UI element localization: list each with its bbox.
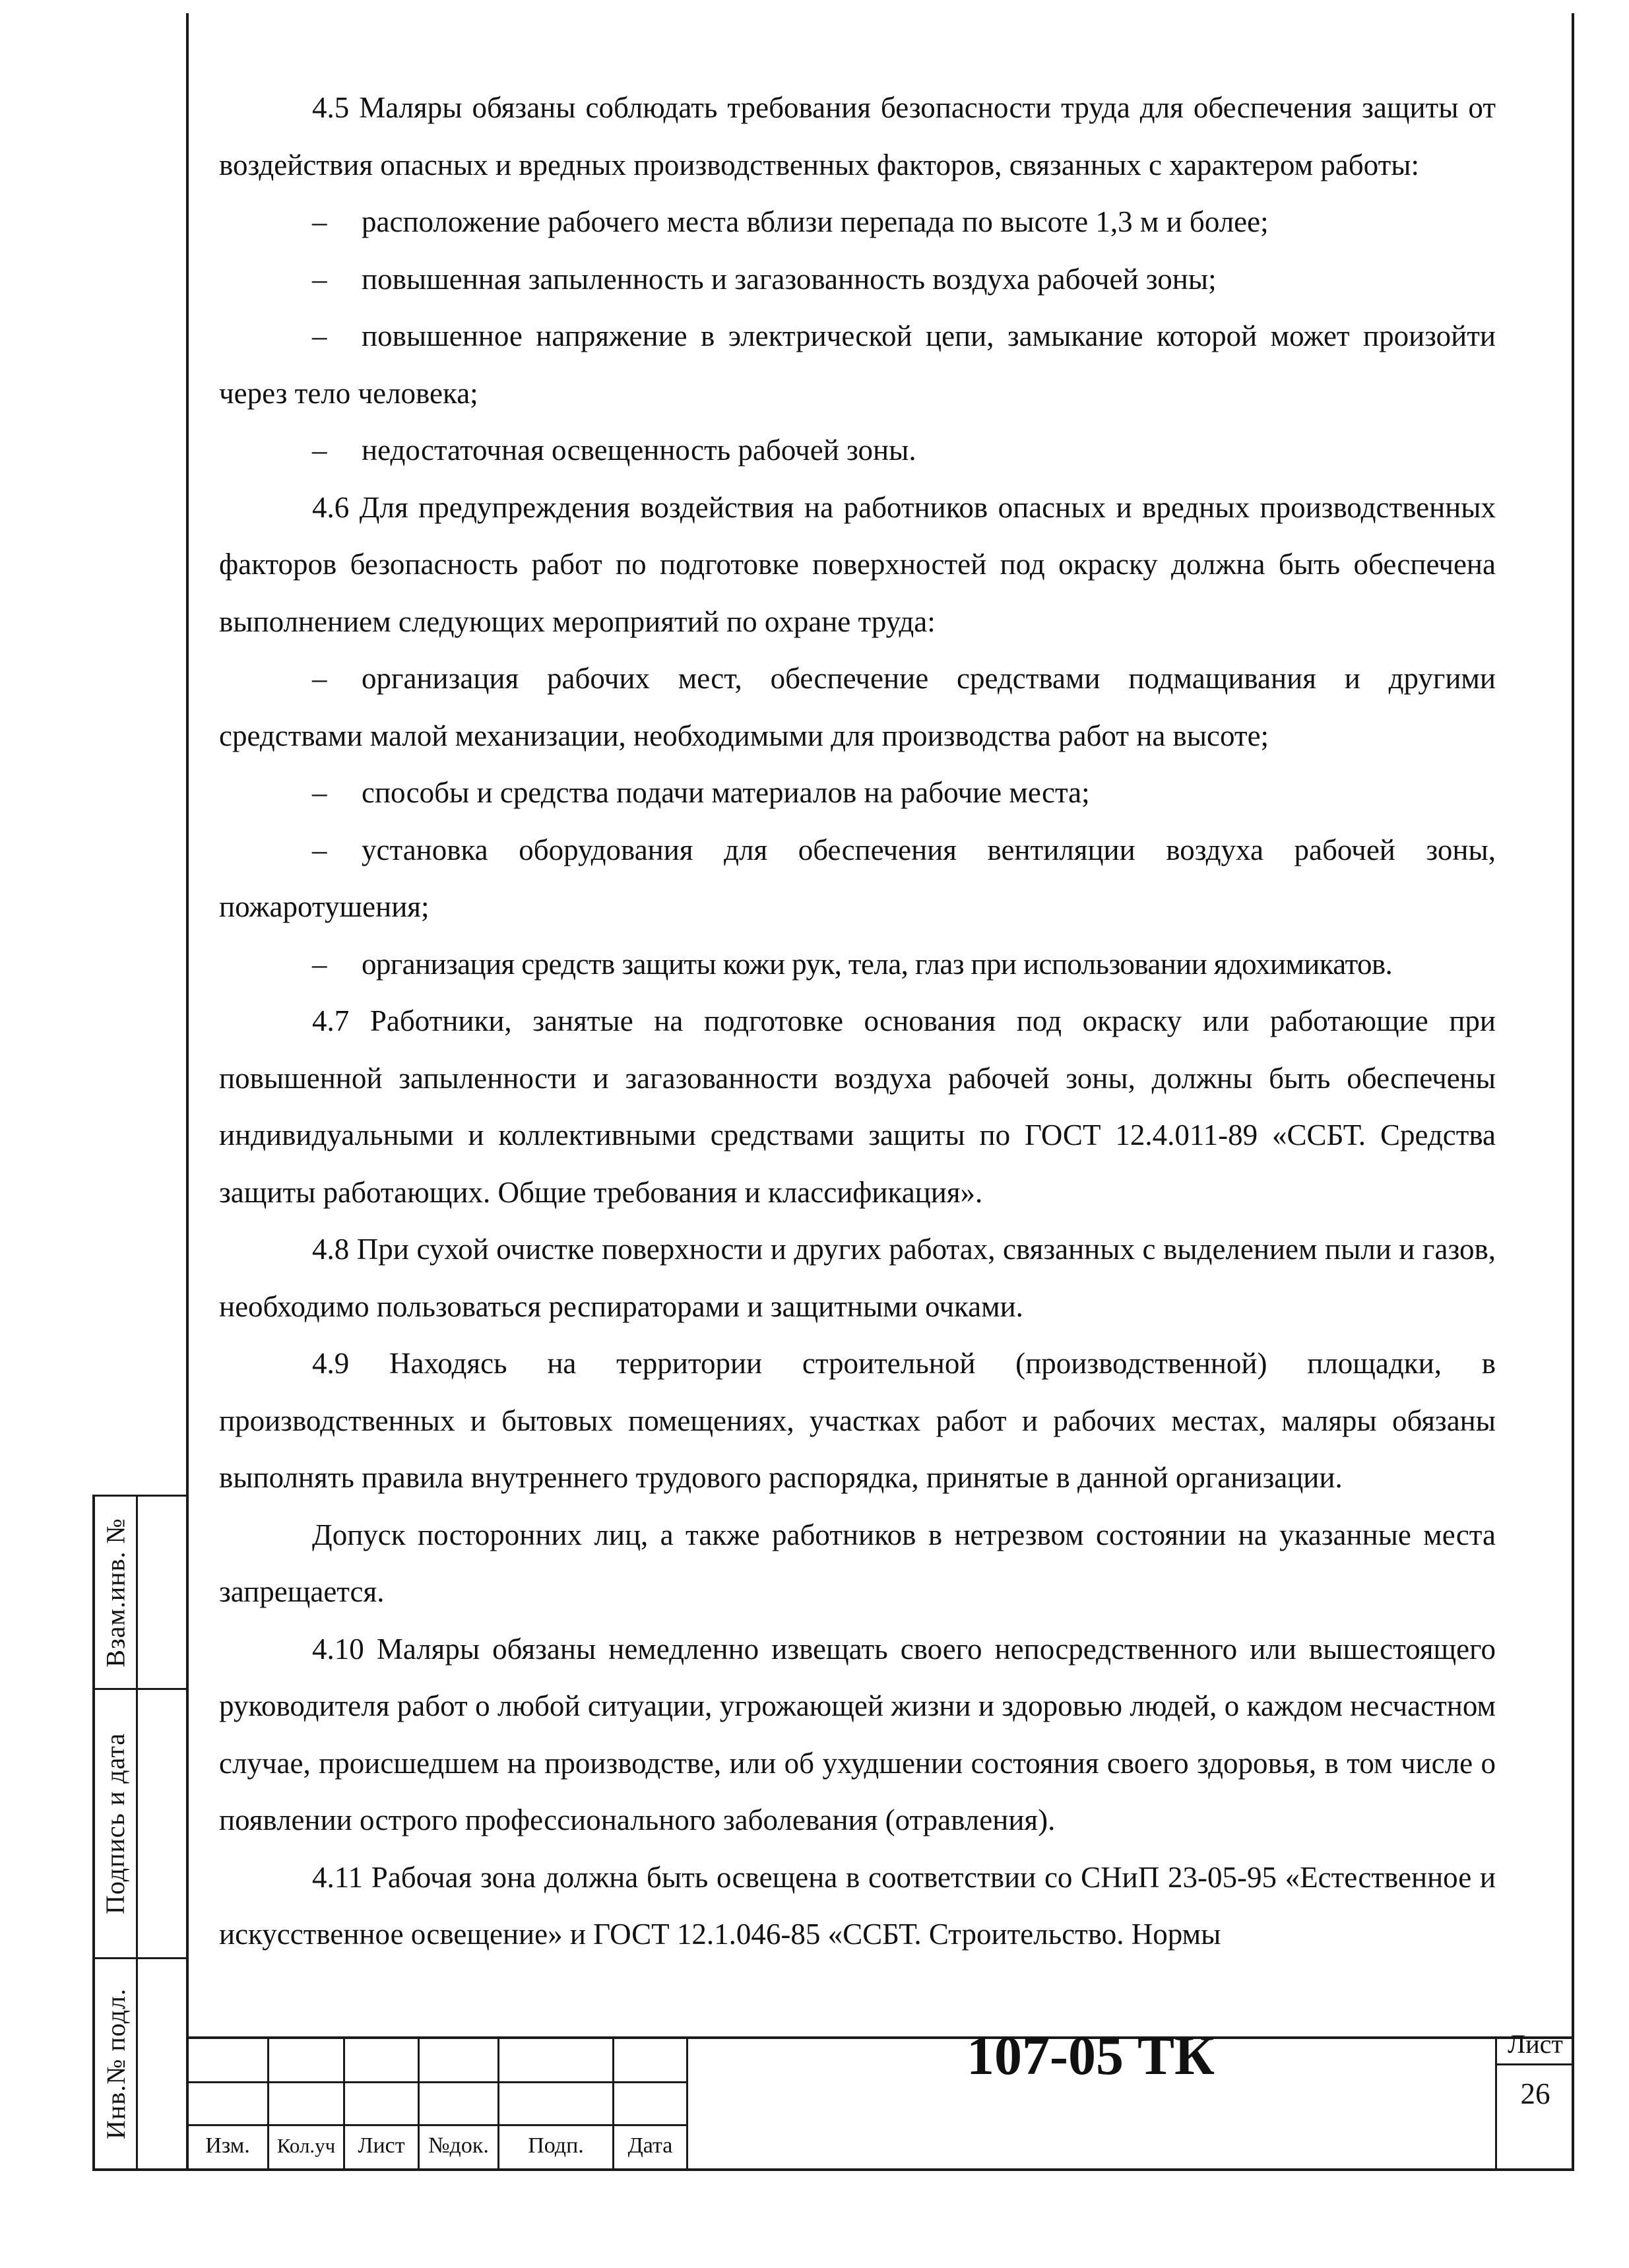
paragraph-4-7: 4.7 Работники, занятые на подготовке основания под окраску или работающие при повышенной запыленности и загазованности воздуха рабочей зоны, должны быть обеспечены индивидуальными и коллективными средствами защиты по ГОСТ 12.4.011-89 «ССБТ. Средства защиты работающих. Общие требования и классификация».: [219, 1004, 1496, 1209]
list-item: – недостаточная освещенность рабочей зоны.: [219, 422, 1496, 479]
paragraph-4-11: 4.11 Рабочая зона должна быть освещена в соответствии со СНиП 23-05-95 «Естественное и искусственное освещение» и ГОСТ 12.1.046-85 «ССБТ. Строительство. Нормы: [219, 1860, 1496, 1951]
stamp-signature-date: Подпись и дата: [100, 1732, 131, 1915]
sheet-number: 26: [1520, 2077, 1550, 2110]
dash-mark: –: [312, 434, 327, 467]
list-item: – установка оборудования для обеспечения вентиляции воздуха рабочей зоны, пожаротушения;: [219, 822, 1496, 936]
column-izm: Изм.: [205, 2133, 250, 2158]
stamp-inv-podl: Инв.№ подл.: [100, 1988, 131, 2139]
dash-mark: –: [312, 262, 327, 296]
list-item: – организация средств защиты кожи рук, тела, глаз при использовании ядохимикатов.: [219, 936, 1496, 993]
dash-mark: –: [312, 947, 327, 981]
paragraph-4-6: 4.6 Для предупреждения воздействия на работников опасных и вредных производственных факторов безопасность работ по подготовке поверхностей под окраску должна быть обеспечена выполнением следующих мероприятий по охране труда:: [219, 490, 1496, 638]
title-block-col-line: [1495, 2036, 1497, 2170]
sheet-caption: Лист: [1508, 2029, 1563, 2059]
stamp-vzam-inv: Взам.инв. №: [100, 1517, 131, 1668]
dash-mark: –: [312, 319, 327, 352]
list-item: – способы и средства подачи материалов на рабочие места;: [219, 764, 1496, 822]
paragraph-access: Допуск посторонних лиц, а также работников в нетрезвом состоянии на указанные места запрещается.: [219, 1518, 1496, 1608]
column-n-dok: №док.: [428, 2133, 489, 2158]
body-text: [219, 79, 1496, 1963]
dash-mark: –: [312, 205, 327, 238]
list-item: – повышенная запыленность и загазованность воздуха рабочей зоны;: [219, 251, 1496, 308]
dash-mark: –: [312, 662, 327, 695]
frame-bottom-border: [92, 2168, 1574, 2171]
column-data: Дата: [627, 2133, 673, 2158]
frame-right-border: [1572, 13, 1574, 2170]
column-podp: Подп.: [528, 2133, 584, 2158]
title-block-row-line: [186, 2081, 686, 2083]
dash-mark: –: [312, 776, 327, 809]
stamp-inner-edge: [136, 1495, 138, 2170]
list-item: – организация рабочих мест, обеспечение средствами подмащивания и другими средствами малой механизации, необходимыми для производства работ на высоте;: [219, 650, 1496, 764]
paragraph-4-9: 4.9 Находясь на территории строительной (производственной) площадки, в производственных и бытовых помещениях, участках работ и рабочих местах, маляры обязаны выполнять правила внутреннего трудового распорядка, принятые в данной организации.: [219, 1347, 1496, 1494]
document-code: 107-05 ТК: [967, 2025, 1215, 2087]
column-kol-uch: Кол.уч: [276, 2134, 336, 2157]
paragraph-4-10: 4.10 Маляры обязаны немедленно извещать своего непосредственного или вышестоящего руководителя работ о любой ситуации, угрожающей жизни и здоровью людей, о каждом несчастном случае, происшедшем на производстве, или об ухудшении состояния своего здоровья, в том числе о появлении острого профессионального заболевания (отравления).: [219, 1632, 1496, 1836]
frame-left-border: [186, 13, 189, 2170]
paragraph-4-8: 4.8 При сухой очистке поверхности и других работах, связанных с выделением пыли и газов, необходимо пользоваться респираторами и защитными очками.: [219, 1233, 1496, 1323]
column-list: Лист: [358, 2133, 405, 2158]
list-item: – расположение рабочего места вблизи перепада по высоте 1,3 м и более;: [219, 193, 1496, 251]
title-block-row-line: [186, 2124, 686, 2126]
paragraph-4-5: 4.5 Маляры обязаны соблюдать требования безопасности труда для обеспечения защиты от воздействия опасных и вредных производственных факторов, связанных с характером работы:: [219, 91, 1496, 181]
dash-mark: –: [312, 833, 327, 866]
list-item: – повышенное напряжение в электрической цепи, замыкание которой может произойти через тело человека;: [219, 308, 1496, 422]
